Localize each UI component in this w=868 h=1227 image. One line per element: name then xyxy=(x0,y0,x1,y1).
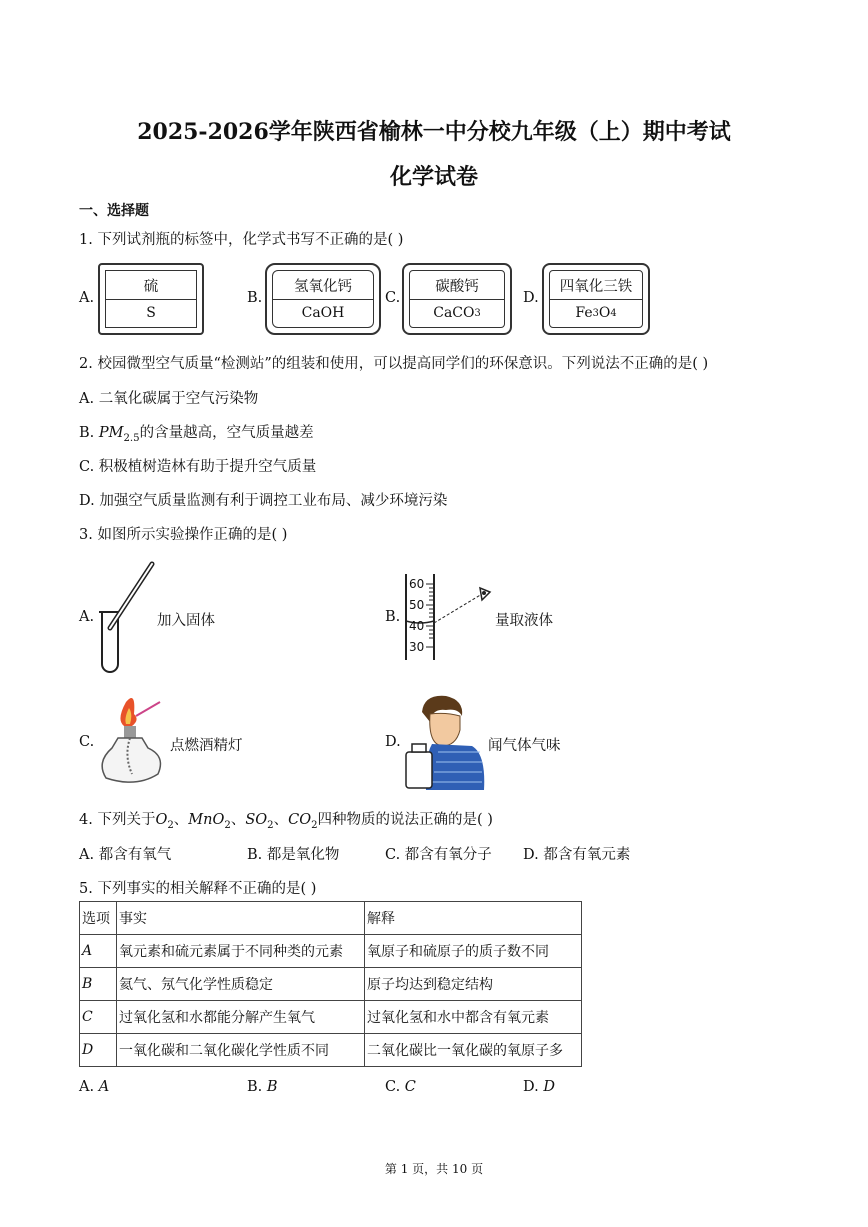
formula-main: CaCO xyxy=(433,305,475,321)
page-footer: 第 1 页，共 10 页 xyxy=(384,1162,484,1176)
separator: 、 xyxy=(230,812,246,828)
q4-option-b: B. 都是氧化物 xyxy=(247,847,340,863)
label-formula: S xyxy=(146,305,156,321)
formula-o2: O xyxy=(155,812,168,828)
table-cell: D xyxy=(80,1034,117,1067)
cylinder-tick-60: 60 xyxy=(409,577,425,591)
table-cell: B xyxy=(80,968,117,1001)
option-text: 的含量越高，空气质量越差 xyxy=(139,425,314,441)
formula-part: O xyxy=(598,305,611,321)
formula-sub: 3 xyxy=(592,307,599,319)
separator: 、 xyxy=(173,812,189,828)
q2-stem: 2. 校园微型空气质量“检测站”的组装和使用，可以提高同学们的环保意识。下列说法不正确的是( ) xyxy=(79,356,709,372)
table-header-row xyxy=(80,902,582,935)
formula-sub: 2 xyxy=(267,819,274,831)
table-cell: 氧元素和硫元素属于不同种类的元素 xyxy=(117,935,365,968)
q3-option-c-letter: C. xyxy=(79,734,95,750)
q1-stem: 1. 下列试剂瓶的标签中，化学式书写不正确的是( ) xyxy=(79,232,404,248)
q1-label-a xyxy=(98,263,204,335)
q5-option-d xyxy=(523,1079,555,1095)
header-cell: 事实 xyxy=(117,902,365,935)
q3-option-b-letter: B. xyxy=(385,609,401,625)
q3-option-d-text: 闻气体气味 xyxy=(488,738,561,754)
formula-so2: SO xyxy=(245,812,268,828)
pm-sub: 2.5 xyxy=(123,432,140,444)
exam-subtitle: 化学试卷 xyxy=(389,164,478,190)
stem-text: 四种物质的说法正确的是( ) xyxy=(317,812,493,828)
q2-option-c: C. 积极植树造林有助于提升空气质量 xyxy=(79,459,317,475)
option-prefix: C. xyxy=(385,1079,405,1095)
q1-option-d-letter: D. xyxy=(523,290,539,306)
table-row xyxy=(80,935,582,968)
q2-option-a: A. 二氧化碳属于空气污染物 xyxy=(79,391,259,407)
q1-option-b-letter: B. xyxy=(247,290,263,306)
q5-option-c xyxy=(385,1079,416,1095)
separator: 、 xyxy=(273,812,289,828)
q2-option-d: D. 加强空气质量监测有利于调控工业布局、减少环境污染 xyxy=(79,493,448,509)
q3-option-b-text: 量取液体 xyxy=(495,613,553,629)
cylinder-tick-50: 50 xyxy=(409,598,425,612)
table-row xyxy=(80,1001,582,1034)
stem-text: 4. 下列关于 xyxy=(79,812,156,828)
label-name: 四氧化三铁 xyxy=(550,271,642,300)
q3-option-c-text: 点燃酒精灯 xyxy=(170,738,243,754)
q3-option-a-text: 加入固体 xyxy=(157,613,215,629)
q1-option-c-letter: C. xyxy=(385,290,401,306)
table-cell: 原子均达到稳定结构 xyxy=(365,968,582,1001)
table-cell: 氧原子和硫原子的质子数不同 xyxy=(365,935,582,968)
q5-stem: 5. 下列事实的相关解释不正确的是( ) xyxy=(79,881,317,897)
table-cell: A xyxy=(80,935,117,968)
label-formula xyxy=(550,299,642,327)
table-cell: 二氧化碳比一氧化碳的氧原子多 xyxy=(365,1034,582,1067)
q4-option-d: D. 都含有氧元素 xyxy=(523,847,631,863)
q5-option-b xyxy=(247,1079,278,1095)
q1-label-b xyxy=(265,263,381,335)
formula-co2: CO xyxy=(288,812,312,828)
table-row xyxy=(80,1034,582,1067)
label-name: 氢氧化钙 xyxy=(273,271,373,300)
q1-label-c xyxy=(402,263,512,335)
label-formula: CaOH xyxy=(301,305,345,321)
formula-sub: 3 xyxy=(474,307,481,319)
label-formula xyxy=(410,299,504,327)
formula-sub: 2 xyxy=(311,819,318,831)
option-prefix: B. xyxy=(247,1079,267,1095)
q3-option-d-letter: D. xyxy=(385,734,401,750)
cylinder-tick-40: 40 xyxy=(409,619,425,633)
label-name: 碳酸钙 xyxy=(410,271,504,300)
option-value: A xyxy=(98,1079,110,1095)
cylinder-tick-30: 30 xyxy=(409,640,425,654)
exam-title: 2025-2026学年陕西省榆林一中分校九年级（上）期中考试 xyxy=(137,119,731,145)
option-prefix: A. xyxy=(79,1079,99,1095)
q1-option-a-letter: A. xyxy=(79,290,95,306)
label-name: 硫 xyxy=(106,271,196,300)
q4-stem xyxy=(79,808,493,831)
alcohol-lamp-icon xyxy=(96,692,174,788)
option-value: B xyxy=(266,1079,278,1095)
q2-option-b xyxy=(79,421,314,444)
table-cell: 氦气、氖气化学性质稳定 xyxy=(117,968,365,1001)
q3-stem: 3. 如图所示实验操作正确的是( ) xyxy=(79,527,288,543)
formula-mno2: MnO xyxy=(188,812,225,828)
option-value: D xyxy=(543,1079,555,1095)
table-cell: 过氧化氢和水都能分解产生氧气 xyxy=(117,1001,365,1034)
section-heading: 一、选择题 xyxy=(79,203,149,219)
formula-sub: 4 xyxy=(610,307,617,319)
formula-sub: 2 xyxy=(224,819,231,831)
table-cell: 过氧化氢和水中都含有氧元素 xyxy=(365,1001,582,1034)
q4-option-a: A. 都含有氧气 xyxy=(79,847,172,863)
test-tube-icon xyxy=(96,558,158,678)
option-value: C xyxy=(404,1079,416,1095)
formula-sub: 2 xyxy=(167,819,174,831)
formula-part: Fe xyxy=(575,305,593,321)
q4-option-c: C. 都含有氧分子 xyxy=(385,847,492,863)
q1-label-d xyxy=(542,263,650,335)
header-cell: 选项 xyxy=(80,902,117,935)
q5-table xyxy=(79,901,582,1067)
q3-option-a-letter: A. xyxy=(79,609,95,625)
option-prefix: B. xyxy=(79,425,99,441)
table-cell: C xyxy=(80,1001,117,1034)
person-smelling-icon xyxy=(402,694,486,790)
pm-symbol: PM xyxy=(98,425,124,441)
table-row xyxy=(80,968,582,1001)
header-cell: 解释 xyxy=(365,902,582,935)
q5-option-a xyxy=(79,1079,109,1095)
table-cell: 一氧化碳和二氧化碳化学性质不同 xyxy=(117,1034,365,1067)
option-prefix: D. xyxy=(523,1079,544,1095)
